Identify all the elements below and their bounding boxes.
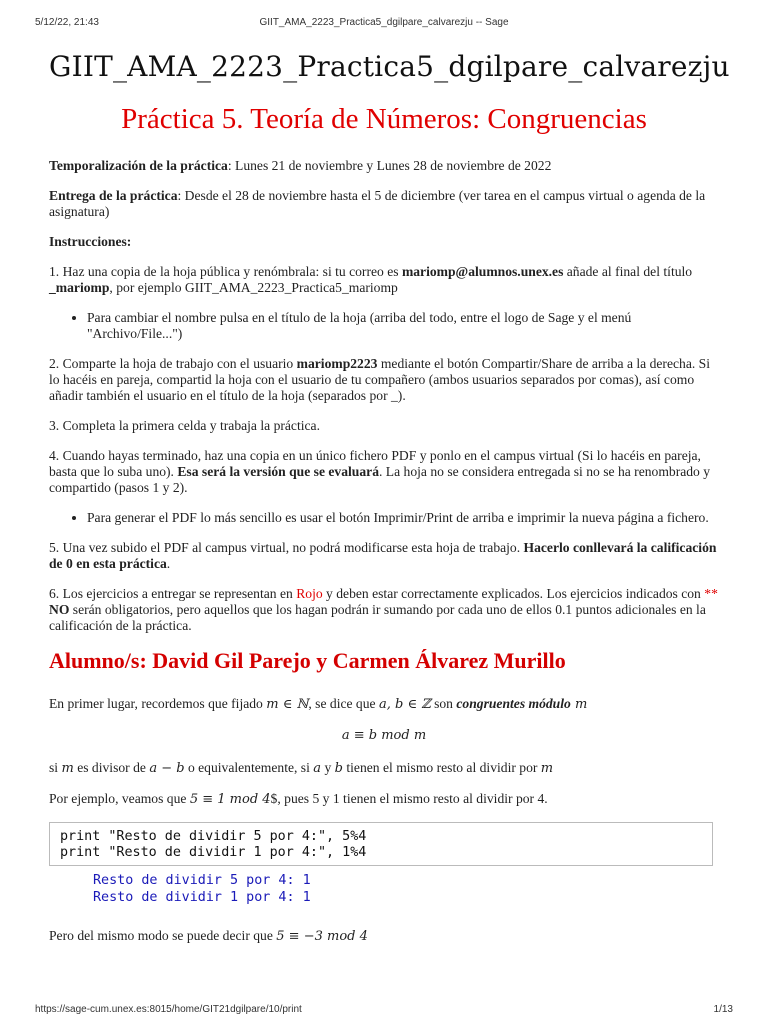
math-ab-in-z: a, b ∈ ℤ	[378, 697, 431, 712]
students-heading: Alumno/s: David Gil Parejo y Carmen Álvarez Murillo	[49, 648, 566, 673]
timing-paragraph	[49, 158, 719, 174]
step-6-no: NO	[49, 602, 70, 617]
delivery-label: Entrega de la práctica	[49, 188, 178, 203]
bullet-list-2	[49, 510, 719, 526]
share-username: mariomp2223	[296, 356, 378, 371]
step-6-text-c: serán obligatorios, pero aquellos que los hagan podrán ir sumando por cada uno de ellos 0.1 puntos adicionales en la calificación de la práctica.	[49, 602, 706, 633]
step-6	[49, 586, 719, 634]
step-6-text-b: y deben estar correctamente explicados. Los ejercicios indicados con	[322, 586, 705, 601]
final-text-a: Pero del mismo modo se puede decir que	[49, 928, 277, 943]
math-m-in-n: m ∈ ℕ	[266, 697, 309, 712]
bullet-list-1	[49, 310, 719, 342]
formula-congruence	[49, 727, 719, 744]
red-stars: **	[704, 586, 718, 601]
code-cell[interactable]	[49, 822, 713, 866]
instructions-heading	[49, 234, 719, 250]
instructions-heading-text: Instrucciones:	[49, 234, 132, 249]
page-number: 1/13	[713, 1004, 733, 1015]
example-suffix: _mariomp	[49, 280, 110, 295]
step-1	[49, 264, 719, 296]
divisor-paragraph	[49, 760, 719, 777]
bullet-rename: • Para cambiar el nombre pulsa en el título de la hoja (arriba del todo, entre el logo de Sage y el menú "Archivo/File...")	[87, 310, 719, 342]
term-congruent: congruentes módulo	[456, 696, 571, 711]
example-email: mariomp@alumnos.unex.es	[401, 264, 564, 279]
divisor-text-b: es divisor de	[73, 760, 150, 775]
step-2-text-b: mediante el botón Compartir/Share de arriba a la derecha. Si lo hacéis en pareja, compartid la hoja con el usuario de tu compañero (ambos usuarios separados por comas), así como añadir también el usuario en el título de la hoja (separados por _).	[49, 356, 710, 403]
code-output	[49, 872, 719, 906]
math-example-formula: 5 ≡ 1 mod 4	[189, 792, 271, 807]
step-1-text-c: , por ejemplo GIIT_AMA_2223_Practica5_mariomp	[109, 280, 398, 295]
print-date: 5/12/22, 21:43	[35, 17, 99, 28]
math-b: b	[334, 761, 343, 776]
math-a: a	[313, 761, 322, 776]
print-header	[0, 0, 768, 32]
formula-congruence-text: a ≡ b mod m	[341, 728, 427, 743]
code-line[interactable]: print "Resto de dividir 5 por 4:", 5%4	[60, 829, 367, 844]
print-page-title: GIIT_AMA_2223_Practica5_dgilpare_calvarezju -- Sage	[259, 17, 509, 28]
example-paragraph	[49, 791, 719, 808]
intro-text-c: son	[430, 696, 457, 711]
divisor-text-d: y	[321, 760, 335, 775]
divisor-text-e: tienen el mismo resto al dividir por	[342, 760, 541, 775]
step-4-bold: Esa será la versión que se evaluará	[177, 464, 379, 479]
worksheet-title[interactable]: GIIT_AMA_2223_Practica5_dgilpare_calvarezju	[49, 50, 730, 83]
example-text-b: $, pues 5 y 1 tienen el mismo resto al dividir por 4.	[270, 791, 548, 806]
math-a-minus-b: a − b	[149, 761, 185, 776]
step-2	[49, 356, 719, 404]
math-final-formula: 5 ≡ −3 mod 4	[276, 929, 368, 944]
code-line[interactable]: print "Resto de dividir 1 por 4:", 1%4	[60, 845, 367, 860]
step-5-text-a: 5. Una vez subido el PDF al campus virtual, no podrá modificarse esta hoja de trabajo.	[49, 540, 524, 555]
math-m-1: m	[61, 761, 74, 776]
divisor-text-a: si	[49, 760, 62, 775]
math-m-2: m	[540, 761, 554, 776]
timing-label: Temporalización de la práctica	[49, 158, 228, 173]
step-4	[49, 448, 719, 496]
step-5	[49, 540, 719, 572]
intro-paragraph	[49, 696, 719, 713]
delivery-text: : Desde el 28 de noviembre hasta el 5 de diciembre (ver tarea en el campus virtual o agenda de la asignatura)	[49, 188, 706, 219]
red-word: Rojo	[296, 586, 323, 601]
step-3: 3. Completa la primera celda y trabaja la práctica.	[49, 418, 320, 433]
step-1-text-a: 1. Haz una copia de la hoja pública y renómbrala: si tu correo es	[49, 264, 402, 279]
delivery-paragraph	[49, 188, 719, 220]
timing-text: : Lunes 21 de noviembre y Lunes 28 de noviembre de 2022	[227, 158, 552, 173]
worksheet-content	[49, 50, 730, 959]
step-5-bold: Hacerlo conllevará la calificación de 0 en esta práctica	[49, 540, 717, 571]
step-5-text-b: .	[166, 556, 171, 571]
math-m: m	[570, 697, 588, 712]
example-text-a: Por ejemplo, veamos que	[49, 791, 190, 806]
divisor-text-c: o equivalentemente, si	[184, 760, 314, 775]
step-4-text-b: . La hoja no se considera entregada si no se ha renombrado y compartido (pasos 1 y 2).	[49, 464, 711, 495]
output-line: Resto de dividir 5 por 4: 1	[93, 873, 311, 888]
step-4-text-a: 4. Cuando hayas terminado, haz una copia en un único fichero PDF y ponlo en el campus virtual (Si lo hacéis en pareja, basta que lo suba uno).	[49, 448, 701, 479]
step-6-text-a: 6. Los ejercicios a entregar se representan en	[49, 586, 297, 601]
step-1-text-b: añade al final del título	[563, 264, 693, 279]
output-line: Resto de dividir 1 por 4: 1	[93, 890, 311, 905]
practice-title: Práctica 5. Teoría de Números: Congruencias	[121, 103, 647, 135]
print-footer	[0, 996, 768, 1024]
step-2-text-a: 2. Comparte la hoja de trabajo con el usuario	[49, 356, 297, 371]
final-paragraph	[49, 928, 719, 945]
print-url: https://sage-cum.unex.es:8015/home/GIT21dgilpare/10/print	[35, 1004, 302, 1015]
intro-text-a: En primer lugar, recordemos que fijado	[49, 696, 267, 711]
intro-text-b: , se dice que	[308, 696, 379, 711]
bullet-pdf: • Para generar el PDF lo más sencillo es usar el botón Imprimir/Print de arriba e imprimir la nueva página a fichero.	[87, 510, 719, 526]
